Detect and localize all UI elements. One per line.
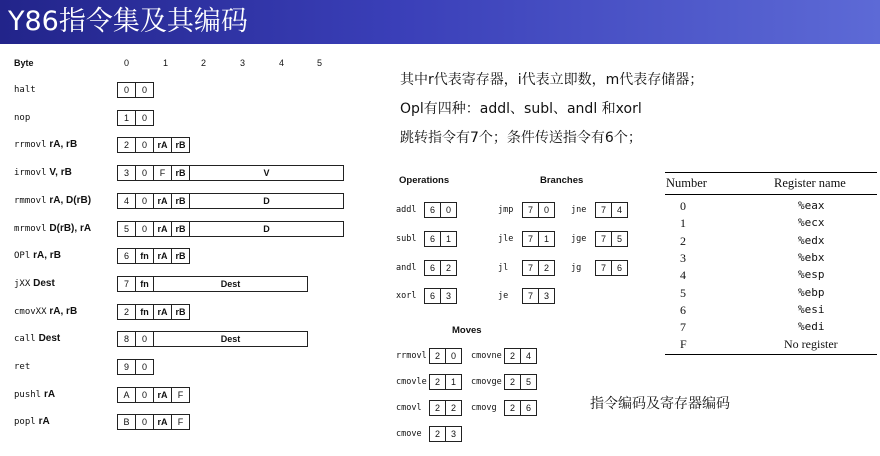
code-cell: 0 (440, 202, 457, 218)
register-number: F (680, 337, 687, 352)
encoding-byte-cell: rA (153, 414, 172, 430)
instruction-mnemonic: nop (14, 113, 31, 123)
byte-number: 5 (317, 58, 323, 68)
encoding-byte-cell: Dest (153, 276, 308, 292)
code-cell: 6 (611, 260, 628, 276)
encoding-byte-cell: D (189, 193, 344, 209)
encoding-byte-cell: rA (153, 137, 172, 153)
code-cell: 5 (611, 231, 628, 247)
encoding-byte-cell: fn (135, 276, 154, 292)
encoding-byte-cell: rA (153, 221, 172, 237)
register-number: 3 (680, 250, 686, 265)
byte-number: 2 (201, 58, 207, 68)
encoding-byte-cell: F (171, 387, 190, 403)
instruction-encoding (117, 82, 154, 98)
instruction-operands: rA, rB (33, 250, 61, 261)
encoding-byte-cell: rA (153, 248, 172, 264)
branches-code (595, 260, 628, 276)
encoding-byte-cell: 4 (117, 193, 136, 209)
moves-name: cmovge (471, 377, 502, 387)
instruction-label (14, 137, 77, 153)
code-cell: 4 (611, 202, 628, 218)
instruction-label (14, 82, 36, 98)
moves-code (504, 348, 537, 364)
encoding-byte-cell: 7 (117, 276, 136, 292)
register-number: 5 (680, 285, 686, 300)
branches-item (498, 202, 555, 218)
code-cell: 3 (445, 426, 462, 442)
code-cell: 2 (440, 260, 457, 276)
branches-item (498, 288, 555, 304)
register-table-bottom-rule (665, 354, 877, 355)
encoding-byte-cell: D (189, 221, 344, 237)
instruction-mnemonic: irmovl (14, 168, 47, 178)
moves-name: cmovle (396, 377, 427, 387)
instruction-mnemonic: jXX (14, 279, 31, 289)
moves-item (471, 348, 537, 364)
branches-name: jmp (498, 205, 514, 215)
moves-name: rrmovl (396, 351, 427, 361)
register-name: No register (784, 337, 838, 352)
encoding-byte-cell: fn (135, 304, 154, 320)
register-name: %edx (798, 233, 825, 247)
register-number: 4 (680, 268, 686, 283)
instruction-encoding (117, 248, 190, 264)
instruction-encoding (117, 165, 344, 181)
branches-name: jne (571, 205, 587, 215)
branches-code (522, 260, 555, 276)
byte-number: 0 (124, 58, 130, 68)
register-number: 0 (680, 199, 686, 213)
register-number: 7 (680, 320, 686, 335)
byte-number: 3 (240, 58, 246, 68)
byte-header-label: Byte (14, 58, 34, 68)
encoding-byte-cell: rA (153, 304, 172, 320)
moves-code (504, 400, 537, 416)
code-cell: 7 (595, 260, 612, 276)
encoding-byte-cell: rB (171, 221, 190, 237)
encoding-byte-cell: 0 (135, 165, 154, 181)
instruction-encoding (117, 414, 190, 430)
instruction-label (14, 276, 55, 292)
moves-name: cmovl (396, 403, 422, 413)
instruction-operands: rA, rB (49, 139, 78, 150)
note-line: Opl有四种：addl、subl、andl 和xorl (400, 101, 642, 117)
encoding-byte-cell: 3 (117, 165, 136, 181)
operations-name: xorl (396, 291, 417, 301)
register-name: %ebx (798, 250, 825, 264)
instruction-encoding (117, 221, 344, 237)
code-cell: 7 (522, 260, 539, 276)
moves-code (504, 374, 537, 390)
instruction-encoding (117, 304, 190, 320)
instruction-label (14, 193, 91, 209)
register-header-name: Register name (774, 176, 846, 190)
code-cell: 6 (424, 260, 441, 276)
byte-number: 4 (279, 58, 285, 68)
page-title: Y86指令集及其编码 (8, 6, 248, 37)
moves-code (429, 400, 462, 416)
code-cell: 7 (522, 202, 539, 218)
branches-item (498, 231, 555, 247)
moves-title: Moves (452, 325, 482, 336)
code-cell: 6 (424, 202, 441, 218)
instruction-label (14, 248, 61, 264)
register-name: %edi (798, 320, 825, 334)
moves-name: cmove (396, 429, 422, 439)
operations-item (396, 202, 457, 218)
operations-item (396, 288, 457, 304)
moves-item (396, 400, 462, 416)
encoding-byte-cell: F (171, 414, 190, 430)
encoding-byte-cell: rB (171, 193, 190, 209)
encoding-byte-cell: 2 (117, 304, 136, 320)
encoding-byte-cell: rB (171, 248, 190, 264)
moves-code (429, 374, 462, 390)
branches-code (595, 231, 628, 247)
register-name: %esi (798, 302, 825, 316)
branches-title: Branches (540, 175, 584, 186)
operations-title: Operations (399, 175, 450, 186)
code-cell: 2 (504, 400, 521, 416)
branches-item (498, 260, 555, 276)
encoding-byte-cell: Dest (153, 331, 308, 347)
instruction-label (14, 110, 30, 126)
encoding-byte-cell: 0 (135, 221, 154, 237)
branches-name: jl (498, 263, 509, 273)
code-cell: 2 (538, 260, 555, 276)
code-cell: 6 (424, 231, 441, 247)
moves-code (429, 348, 462, 364)
encoding-byte-cell: 0 (135, 137, 154, 153)
figure-caption: 指令编码及寄存器编码 (590, 396, 730, 412)
operations-name: addl (396, 205, 417, 215)
instruction-operands: rA (43, 389, 56, 400)
code-cell: 3 (440, 288, 457, 304)
instruction-label (14, 221, 91, 237)
code-cell: 2 (445, 400, 462, 416)
code-cell: 2 (429, 348, 446, 364)
code-cell: 2 (504, 374, 521, 390)
encoding-byte-cell: 0 (135, 193, 154, 209)
encoding-byte-cell: F (153, 165, 172, 181)
instruction-operands: rA, D(rB) (49, 195, 92, 206)
operations-name: andl (396, 263, 417, 273)
code-cell: 7 (595, 231, 612, 247)
operations-name: subl (396, 234, 417, 244)
encoding-byte-cell: 0 (135, 387, 154, 403)
instruction-label (14, 304, 77, 320)
branches-code (522, 231, 555, 247)
code-cell: 6 (424, 288, 441, 304)
code-cell: 7 (595, 202, 612, 218)
encoding-byte-cell: rA (153, 193, 172, 209)
branches-item (571, 202, 628, 218)
encoding-byte-cell: rB (171, 304, 190, 320)
moves-name: cmovg (471, 403, 497, 413)
branches-item (571, 231, 628, 247)
instruction-encoding (117, 193, 344, 209)
instruction-label (14, 359, 30, 375)
instruction-encoding (117, 137, 190, 153)
code-cell: 2 (429, 400, 446, 416)
instruction-mnemonic: OPl (14, 251, 31, 261)
branches-code (595, 202, 628, 218)
code-cell: 4 (520, 348, 537, 364)
encoding-byte-cell: 0 (135, 359, 154, 375)
register-number: 1 (680, 216, 686, 231)
moves-code (429, 426, 462, 442)
code-cell: 1 (445, 374, 462, 390)
instruction-operands: Dest (38, 333, 61, 344)
instruction-mnemonic: call (14, 334, 36, 344)
code-cell: 7 (522, 288, 539, 304)
instruction-encoding (117, 387, 190, 403)
instruction-operands: D(rB), rA (49, 223, 92, 234)
branches-item (571, 260, 628, 276)
instruction-operands: rA (38, 416, 50, 427)
operations-item (396, 260, 457, 276)
encoding-byte-cell: 0 (135, 331, 154, 347)
instruction-operands: V, rB (49, 167, 72, 178)
code-cell: 1 (440, 231, 457, 247)
title-bar (0, 0, 880, 44)
register-name: %eax (798, 199, 825, 212)
encoding-byte-cell: 0 (135, 110, 154, 126)
instruction-mnemonic: halt (14, 85, 36, 95)
instruction-mnemonic: ret (14, 362, 31, 372)
instruction-label (14, 414, 50, 430)
instruction-mnemonic: pushl (14, 390, 42, 400)
operations-code (424, 288, 457, 304)
note-line: 跳转指令有7个；条件传送指令有6个； (400, 130, 642, 146)
instruction-label (14, 331, 60, 347)
code-cell: 0 (445, 348, 462, 364)
register-name: %ebp (798, 285, 825, 299)
instruction-encoding (117, 276, 308, 292)
encoding-byte-cell: 0 (117, 82, 136, 98)
operations-code (424, 202, 457, 218)
instruction-encoding (117, 359, 154, 375)
register-name: %esp (798, 268, 825, 282)
encoding-byte-cell: 1 (117, 110, 136, 126)
branches-name: jle (498, 234, 514, 244)
register-table-header-rule (665, 194, 877, 195)
branches-name: jg (571, 263, 582, 273)
branches-name: je (498, 291, 509, 301)
instruction-mnemonic: mrmovl (14, 224, 47, 234)
instruction-mnemonic: rrmovl (14, 140, 47, 150)
instruction-encoding (117, 110, 154, 126)
code-cell: 2 (504, 348, 521, 364)
encoding-byte-cell: 5 (117, 221, 136, 237)
branches-name: jge (571, 234, 587, 244)
operations-item (396, 231, 457, 247)
instruction-encoding (117, 331, 308, 347)
register-number: 2 (680, 233, 686, 248)
encoding-byte-cell: 0 (135, 414, 154, 430)
code-cell: 2 (429, 374, 446, 390)
code-cell: 2 (429, 426, 446, 442)
instruction-operands: rA, rB (49, 306, 78, 317)
instruction-label (14, 387, 55, 403)
operations-code (424, 260, 457, 276)
byte-number: 1 (163, 58, 169, 68)
code-cell: 3 (538, 288, 555, 304)
moves-item (396, 348, 462, 364)
encoding-byte-cell: rB (171, 137, 190, 153)
moves-item (396, 374, 462, 390)
branches-code (522, 202, 555, 218)
moves-name: cmovne (471, 351, 502, 361)
encoding-byte-cell: 2 (117, 137, 136, 153)
instruction-mnemonic: cmovXX (14, 307, 47, 317)
encoding-byte-cell: rB (171, 165, 190, 181)
register-header-number: Number (666, 176, 707, 190)
encoding-byte-cell: 8 (117, 331, 136, 347)
encoding-byte-cell: rA (153, 387, 172, 403)
encoding-byte-cell: V (189, 165, 344, 181)
encoding-byte-cell: 9 (117, 359, 136, 375)
code-cell: 5 (520, 374, 537, 390)
code-cell: 7 (522, 231, 539, 247)
moves-item (396, 426, 462, 442)
code-cell: 1 (538, 231, 555, 247)
encoding-byte-cell: B (117, 414, 136, 430)
note-line: 其中r代表寄存器，i代表立即数，m代表存储器； (400, 72, 704, 88)
moves-item (471, 374, 537, 390)
moves-item (471, 400, 537, 416)
code-cell: 6 (520, 400, 537, 416)
instruction-label (14, 165, 72, 181)
register-table-top-rule (665, 172, 877, 173)
branches-code (522, 288, 555, 304)
encoding-byte-cell: 0 (135, 82, 154, 98)
encoding-byte-cell: A (117, 387, 136, 403)
operations-code (424, 231, 457, 247)
code-cell: 0 (538, 202, 555, 218)
instruction-mnemonic: popl (14, 417, 36, 427)
instruction-mnemonic: rmmovl (14, 196, 47, 206)
encoding-byte-cell: fn (135, 248, 154, 264)
register-number: 6 (680, 302, 686, 317)
instruction-operands: Dest (33, 278, 55, 289)
register-name: %ecx (798, 216, 825, 230)
encoding-byte-cell: 6 (117, 248, 136, 264)
